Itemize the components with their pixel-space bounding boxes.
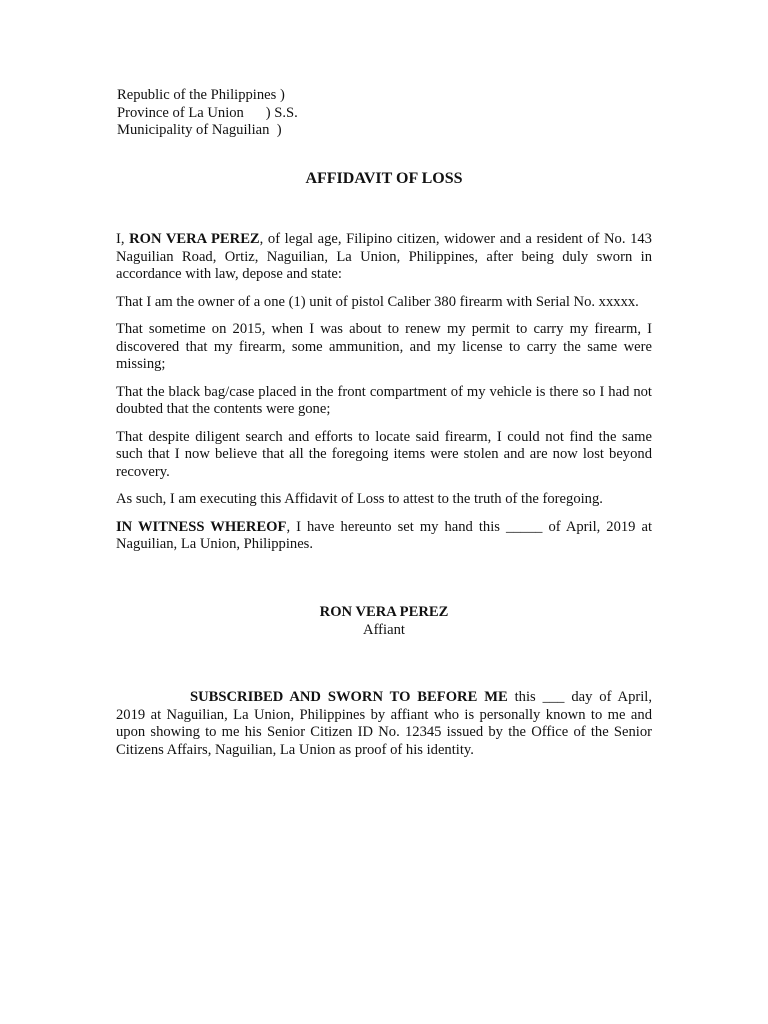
witness-paragraph	[116, 519, 652, 554]
document-title: AFFIDAVIT OF LOSS	[305, 170, 463, 187]
jurat-rest: this ___ day of April, 2019 at Naguilian, La Union, Philippines by affiant who is personally known to me and upon showing to me his Senior Citizen ID No. 12345 issued by the Office of the Senior Citizens Affairs, Naguilian, La Union as proof of his identity.	[116, 689, 652, 758]
venue-block	[117, 87, 298, 140]
signatory-role: Affiant	[363, 621, 405, 638]
venue-line-province: Province of La Union ) S.S.	[117, 104, 298, 121]
ownership-paragraph: That I am the owner of a one (1) unit of pistol Caliber 380 firearm with Serial No. xxxxx.	[116, 293, 639, 310]
vehicle-paragraph: That the black bag/case placed in the front compartment of my vehicle is there so I had not doubted that the contents were gone;	[116, 383, 652, 417]
intro-post: , of legal age, Filipino citizen, widower and a resident of No. 143 Naguilian Road, Ortiz, Naguilian, La Union, Philippines, after being duly sworn in accordance with law, depose and state:	[116, 231, 652, 282]
jurat-lead: SUBSCRIBED AND SWORN TO BEFORE ME	[190, 689, 508, 705]
venue-line-municipality: Municipality of Naguilian )	[117, 122, 282, 138]
discovery-paragraph: That sometime on 2015, when I was about to renew my permit to carry my firearm, I discovered that my firearm, some ammunition, and my license to carry the same were missing;	[116, 321, 652, 372]
jurat-paragraph	[116, 689, 652, 759]
signature-block	[0, 604, 768, 639]
intro-paragraph	[116, 231, 652, 284]
search-paragraph: That despite diligent search and efforts to locate said firearm, I could not find the same such that I now believe that all the foregoing items were stolen and are now lost beyond recovery.	[116, 428, 652, 480]
witness-rest: , I have hereunto set my hand this _____ of April, 2019 at Naguilian, La Union, Philippines.	[116, 518, 653, 552]
signatory-name: RON VERA PEREZ	[319, 604, 449, 620]
affidavit-body	[116, 231, 652, 564]
intro-pre: I,	[116, 231, 130, 247]
affiant-name-inline: RON VERA PEREZ	[129, 231, 260, 247]
witness-lead: IN WITNESS WHEREOF	[116, 518, 287, 535]
venue-line-country: Republic of the Philippines )	[117, 87, 285, 103]
purpose-paragraph: As such, I am executing this Affidavit of Loss to attest to the truth of the foregoing.	[116, 491, 603, 507]
